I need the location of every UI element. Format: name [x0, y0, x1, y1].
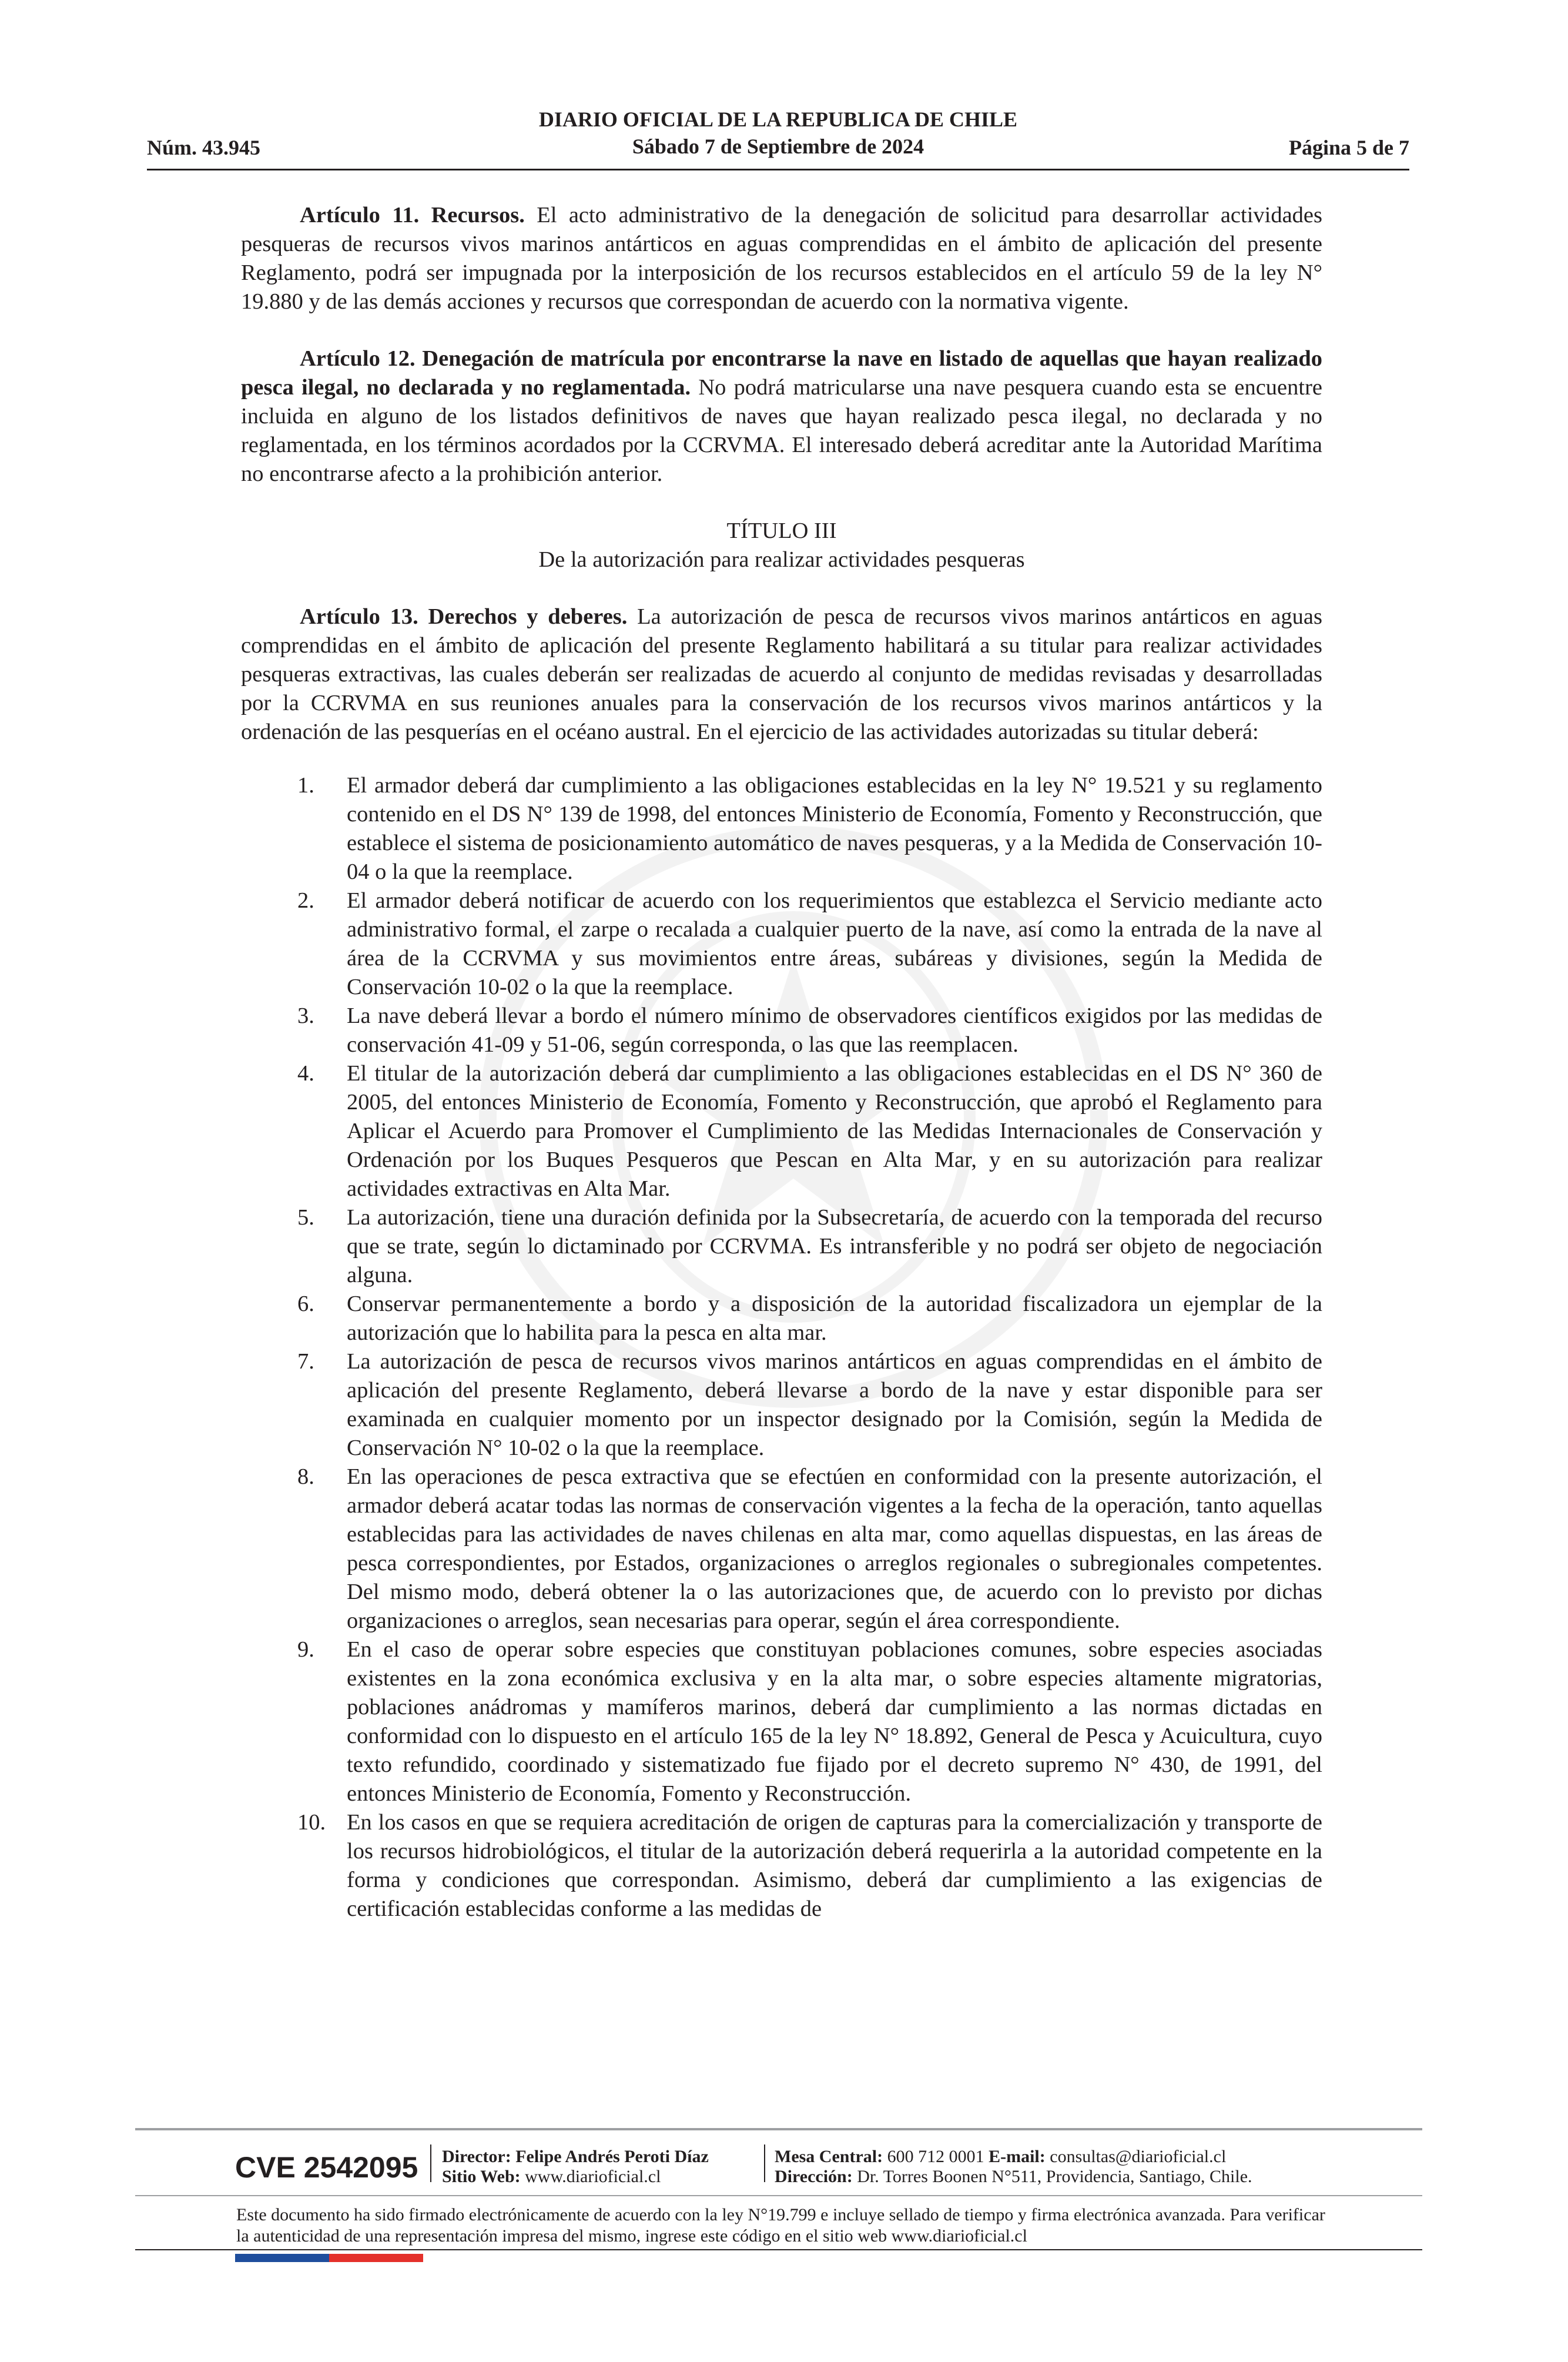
- document-body: [241, 201, 1322, 1923]
- list-item-number: 3.: [297, 1003, 314, 1028]
- mesa-value: 600 712 0001: [883, 2147, 989, 2166]
- list-item-number: 4.: [297, 1061, 314, 1086]
- title-subtitle: De la autorización para realizar actividades pesqueras: [538, 547, 1025, 572]
- email-label: E-mail:: [989, 2147, 1046, 2166]
- page-number: Página 5 de 7: [1288, 136, 1409, 159]
- footer-top-rule: [135, 2128, 1422, 2130]
- mesa-label: Mesa Central:: [775, 2147, 883, 2166]
- header-rule: [147, 169, 1409, 170]
- newspaper-title: DIARIO OFICIAL DE LA REPUBLICA DE CHILE: [538, 108, 1018, 131]
- article-13-text: La autorización de pesca de recursos vivos marinos antárticos en aguas comprendidas en el ámbito de aplicación del presente Reglamento habilitará a su titular para realizar actividades pesqueras extractivas, las cuales deberán ser realizadas de acuerdo al conjunto de medidas revisadas y desarrolladas por la CCRVMA en sus reuniones anuales para la conservación de los recursos vivos marinos antárticos y la ordenación de las pesquerías en el océano austral. En el ejercicio de las actividades autorizadas su titular deberá:: [241, 604, 1322, 744]
- list-item-number: 2.: [297, 888, 314, 913]
- article-12-heading: Artículo 12. Denegación de matrícula por encontrarse la nave en listado de aquellas que hayan realizado pesca ilegal, no declarada y no reglamentada.: [241, 346, 1322, 400]
- list-item: [241, 771, 1322, 886]
- footer-site: [442, 2167, 709, 2187]
- list-item-number: 7.: [297, 1349, 314, 1374]
- list-item-text: En los casos en que se requiera acreditación de origen de capturas para la comercialización y transporte de los recursos hidrobiológicos, el titular de la autorización deberá requerirla a la autoridad competente en la forma y condiciones que correspondan. Asimismo, deberá dar cumplimiento a las exigencias de certificación establecidas conforme a las medidas de: [347, 1810, 1322, 1921]
- flag-bar-red: [329, 2254, 423, 2262]
- list-item-text: En las operaciones de pesca extractiva que se efectúen en conformidad con la presente autorización, el armador deberá acatar todas las normas de conservación vigentes a la fecha de la operación, tanto aquellas establecidas para las actividades de naves chilenas en alta mar, como aquellas dispuestas, en las áreas de pesca correspondientes, por Estados, organizaciones o arreglos regionales o subregionales competentes. Del mismo modo, deberá obtener la o las autorizaciones que, de acuerdo con lo previsto por dichas organizaciones o arreglos, sean necesarias para operar, según el área correspondiente.: [347, 1464, 1322, 1633]
- list-item-text: La autorización de pesca de recursos vivos marinos antárticos en aguas comprendidas en el ámbito de aplicación del presente Reglamento, deberá llevarse a bordo de la nave y estar disponible para ser examinada en cualquier momento por un inspector designado por la Comisión, según la Medida de Conservación N° 10-02 o la que la reemplace.: [347, 1349, 1322, 1460]
- list-item: [241, 1463, 1322, 1635]
- list-item-text: El titular de la autorización deberá dar cumplimiento a las obligaciones establecidas en el DS N° 360 de 2005, del entonces Ministerio de Economía, Fomento y Reconstrucción, que aprobó el Reglamento para Aplicar el Acuerdo para Promover el Cumplimiento de las Medidas Internacionales de Conservación y Ordenación por los Buques Pesqueros que Pescan en Alta Mar, y en su autorización para realizar actividades extractivas en Alta Mar.: [347, 1061, 1322, 1201]
- issue-number: Núm. 43.945: [147, 136, 261, 159]
- list-item-number: 6.: [297, 1292, 314, 1316]
- header-center: [147, 106, 1409, 160]
- list-item: [241, 1059, 1322, 1203]
- list-item-text: En el caso de operar sobre especies que constituyan poblaciones comunes, sobre especies asociadas existentes en la zona económica exclusiva y en la alta mar, o sobre especies altamente migratorias, poblaciones anádromas y mamíferos marinos, deberá dar cumplimiento a las normas dictadas en conformidad con lo dispuesto en el artículo 165 de la ley N° 18.892, General de Pesca y Acuicultura, cuyo texto refundido, coordinado y sistematizado fue fijado por el decreto supremo N° 430, de 1991, del entonces Ministerio de Economía, Fomento y Reconstrucción.: [347, 1637, 1322, 1806]
- list-item-text: El armador deberá notificar de acuerdo con los requerimientos que establezca el Servicio mediante acto administrativo formal, el zarpe o recalada a cualquier puerto de la nave, así como la entrada de la nave al área de la CCRVMA y sus movimientos entre áreas, subáreas y divisiones, según la Medida de Conservación 10-02 o la que la reemplace.: [347, 888, 1322, 999]
- list-item-number: 1.: [297, 773, 314, 798]
- article-13-heading: Artículo 13. Derechos y deberes.: [300, 604, 628, 629]
- cve-code: CVE 2542095: [235, 2151, 418, 2184]
- email-link[interactable]: consultas@diarioficial.cl: [1045, 2147, 1227, 2166]
- footer-separator: [430, 2144, 431, 2182]
- list-item-text: La nave deberá llevar a bordo el número mínimo de observadores científicos exigidos por las medidas de conservación 41-09 y 51-06, según corresponda, o las que las reemplacen.: [347, 1003, 1322, 1057]
- footer-contact-column: [775, 2147, 1252, 2187]
- list-item-number: 5.: [297, 1205, 314, 1230]
- footer-separator: [764, 2144, 765, 2182]
- list-item-number: 9.: [297, 1637, 314, 1662]
- article-11-text: El acto administrativo de la denegación de solicitud para desarrollar actividades pesqueras de recursos vivos marinos antárticos en aguas comprendidas en el ámbito de aplicación del presente Reglamento, podrá ser impugnada por la interposición de los recursos establecidos en el artículo 59 de la ley N° 19.880 y de las demás acciones y recursos que correspondan de acuerdo con la normativa vigente.: [241, 203, 1322, 314]
- list-item: [241, 1808, 1322, 1923]
- list-item-number: 10.: [297, 1810, 326, 1835]
- list-item-text: El armador deberá dar cumplimiento a las obligaciones establecidas en la ley N° 19.521 y su reglamento contenido en el DS N° 139 de 1998, del entonces Ministerio de Economía, Fomento y Reconstrucción, que establece el sistema de posicionamiento automático de naves pesqueras, y a la Medida de Conservación 10-04 o la que la reemplace.: [347, 773, 1322, 884]
- director-value: Felipe Andrés Peroti Díaz: [511, 2147, 709, 2166]
- list-item-text: Conservar permanentemente a bordo y a disposición de la autoridad fiscalizadora un ejemplar de la autorización que lo habilita para la pesca en alta mar.: [347, 1292, 1322, 1345]
- footer-address: [775, 2167, 1252, 2187]
- article-11-heading: Artículo 11. Recursos.: [300, 203, 525, 227]
- article-11: [241, 201, 1322, 316]
- site-label: Sitio Web:: [442, 2167, 521, 2186]
- address-value: Dr. Torres Boonen N°511, Providencia, Santiago, Chile.: [852, 2167, 1252, 2186]
- list-item: [241, 1203, 1322, 1290]
- publication-date: Sábado 7 de Septiembre de 2024: [632, 135, 924, 158]
- article-12: [241, 344, 1322, 489]
- title-label: TÍTULO III: [726, 518, 837, 543]
- footer-mesa: [775, 2147, 1252, 2167]
- list-item: [241, 1347, 1322, 1463]
- list-item: [241, 1002, 1322, 1059]
- footer-mid-rule: [135, 2195, 1422, 2196]
- site-link[interactable]: www.diarioficial.cl: [520, 2167, 661, 2186]
- title-block: [241, 517, 1322, 574]
- footer-director: [442, 2147, 709, 2167]
- article-13: [241, 603, 1322, 747]
- flag-bar-blue: [235, 2254, 329, 2262]
- footer-bottom-rule: [135, 2249, 1422, 2250]
- list-item: [241, 1290, 1322, 1347]
- list-item-text: La autorización, tiene una duración definida por la Subsecretaría, de acuerdo con la temporada del recurso que se trate, según lo dictaminado por CCRVMA. Es intransferible y no podrá ser objeto de negociación alguna.: [347, 1205, 1322, 1287]
- list-item: [241, 1635, 1322, 1808]
- footer-director-column: [442, 2147, 709, 2187]
- legal-notice: Este documento ha sido firmado electrónicamente de acuerdo con la ley N°19.799 e incluye sellado de tiempo y firma electrónica avanzada. Para verificar la autenticidad de una representación impresa del mismo, ingrese este código en el sitio web www.diarioficial.cl: [236, 2205, 1325, 2246]
- list-item-number: 8.: [297, 1464, 314, 1489]
- director-label: Director:: [442, 2147, 511, 2166]
- page-header: [147, 106, 1409, 170]
- article-12-text: No podrá matricularse una nave pesquera cuando esta se encuentre incluida en alguno de los listados definitivos de naves que hayan realizado pesca ilegal, no declarada y no reglamentada, en los términos acordados por la CCRVMA. El interesado deberá acreditar ante la Autoridad Marítima no encontrarse afecto a la prohibición anterior.: [241, 375, 1322, 486]
- address-label: Dirección:: [775, 2167, 853, 2186]
- article-13-list: [241, 771, 1322, 1923]
- list-item: [241, 886, 1322, 1002]
